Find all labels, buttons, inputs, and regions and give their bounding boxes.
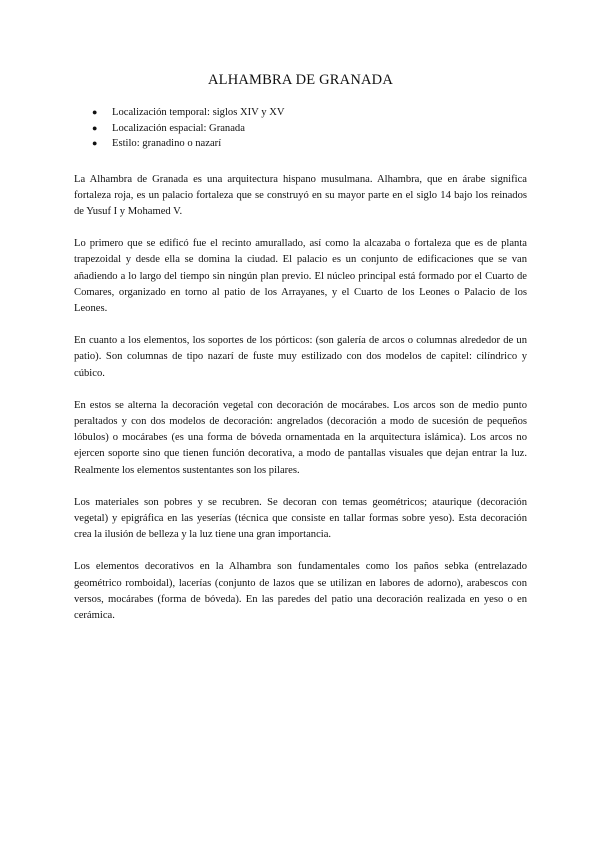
paragraph-intro: La Alhambra de Granada es una arquitectura hispano musulmana. Alhambra, que en árabe significa fortaleza roja, es un palacio fortaleza que se construyó en su mayor parte en el siglo 14 bajo los reinados de Yusuf I y Mohamed V. xyxy=(74,173,527,217)
bullet-dot-icon: ● xyxy=(92,122,98,133)
bullet-dot-icon: ● xyxy=(92,138,98,148)
info-bullet-list xyxy=(74,105,527,152)
bullet-item-temporal xyxy=(92,105,527,121)
bullet-dot-icon: ● xyxy=(92,107,98,117)
bullet-text: Localización espacial: Granada xyxy=(112,122,245,134)
paragraph-arches: En estos se alterna la decoración vegetal con decoración de mocárabes. Los arcos son de medio punto peraltados y con dos modelos de decoración: angrelados (decoración a modo de sucesión de pequeños lóbulos) o mocárabes (es una forma de bóveda ornamentada en la arquitectura islámica). Los arcos no ejercen soporte sino que tienen función decorativa, a modo de pantallas visuales que dejan entrar la luz. Realmente los elementos sustentantes son los pilares. xyxy=(74,399,527,476)
paragraph-supports: En cuanto a los elementos, los soportes de los pórticos: (son galería de arcos o columnas alrededor de un patio). Son columnas de tipo nazarí de fuste muy estilizado con dos modelos de capitel: cilíndrico y cúbico. xyxy=(74,335,527,379)
paragraph-materials: Los materiales son pobres y se recubren. Se decoran con temas geométricos; ataurique (decoración vegetal) y epigráfica en las yeserías (técnica que consiste en tallar formas sobre yeso). Esta decoración crea la ilusión de belleza y la luz tiene una gran importancia. xyxy=(74,496,527,541)
paragraph-decorative-elements: Los elementos decorativos en la Alhambra son fundamentales como los paños sebka (entrelazado geométrico romboidal), lacerías (conjunto de lazos que se utilizan en labores de adorno), arabescos con versos, mocárabes (forma de bóveda). En las paredes del patio una decoración realizada en yeso o en cerámica. xyxy=(74,561,527,621)
bullet-item-espacial xyxy=(92,121,527,137)
document-title: ALHAMBRA DE GRANADA xyxy=(207,72,394,88)
paragraph-construction: Lo primero que se edificó fue el recinto amurallado, así como la alcazaba o fortaleza que es de planta trapezoidal y desde ella se domina la ciudad. El palacio es un conjunto de edificaciones que se van añadiendo a lo largo del tiempo sin ningún plan previo. El núcleo principal está formado por el Cuarto de Comares, organizado en torno al patio de los Arrayanes, y el Cuarto de los Leones o Palacio de los Leones. xyxy=(74,238,527,314)
bullet-item-estilo xyxy=(92,136,527,152)
bullet-text: Estilo: granadino o nazarí xyxy=(112,138,222,149)
bullet-text: Localización temporal: siglos XIV y XV xyxy=(112,107,285,118)
